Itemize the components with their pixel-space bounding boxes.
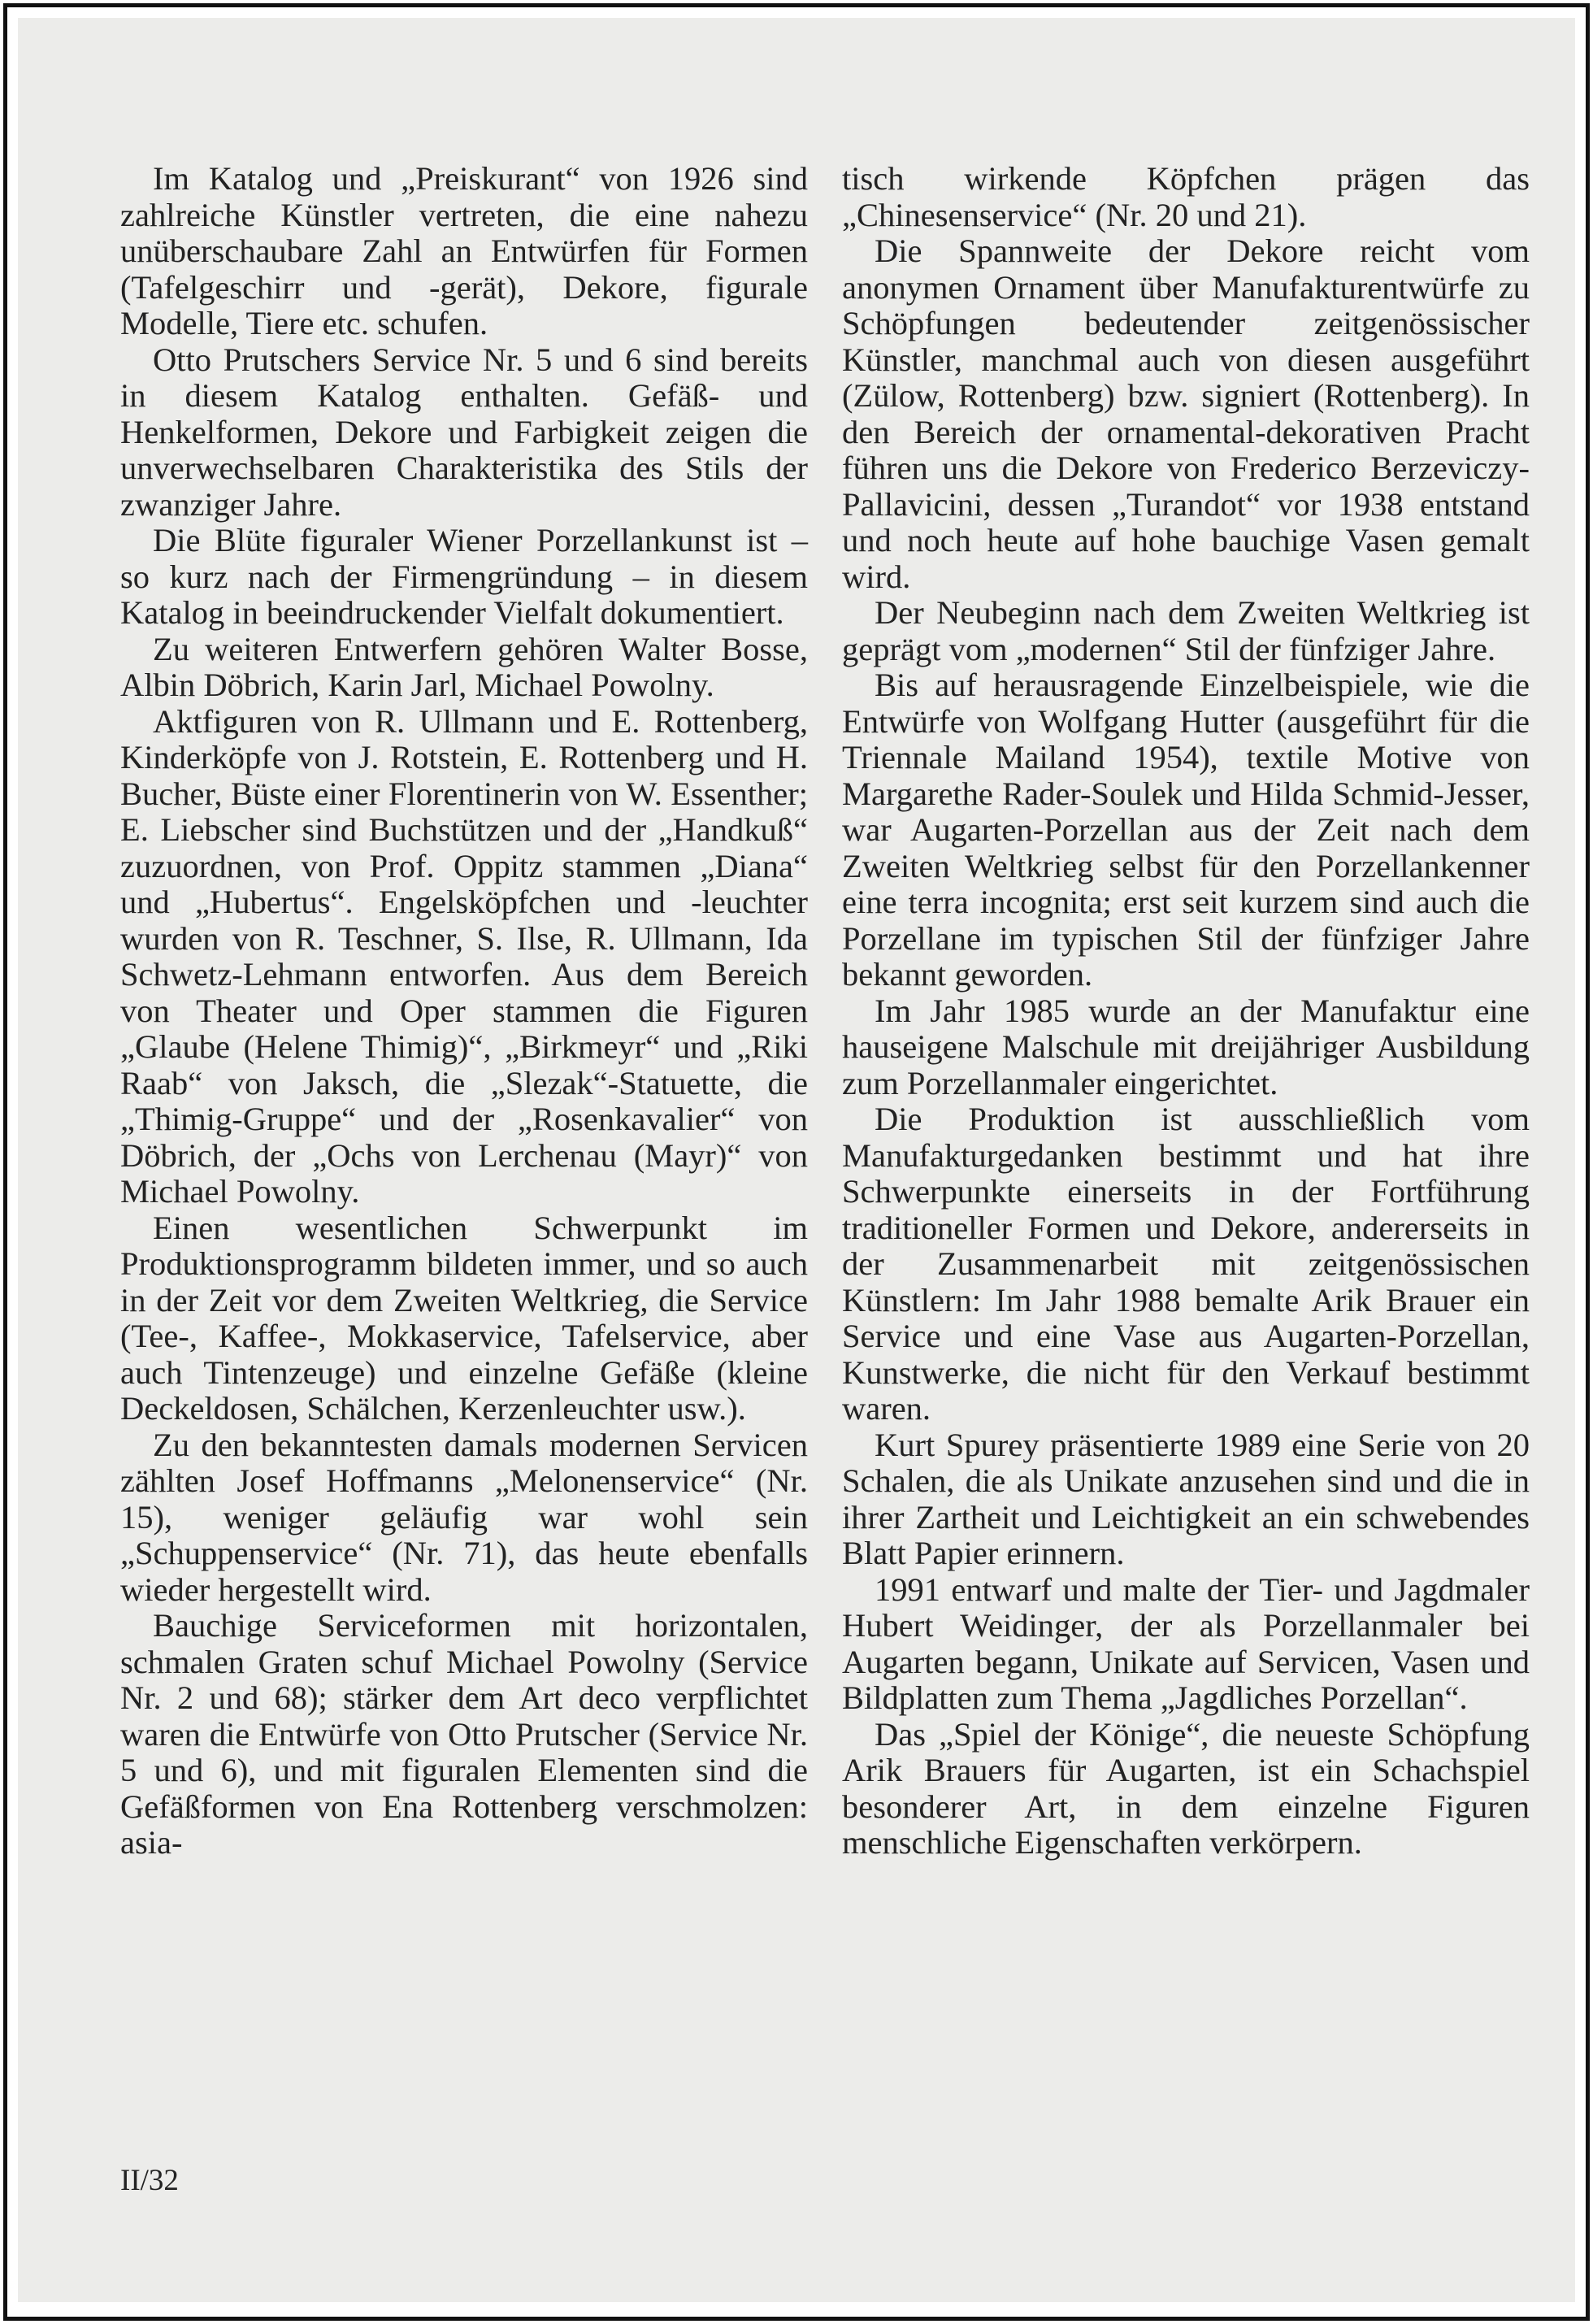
- paragraph: Die Produktion ist ausschließlich vom Manufakturgedanken bestimmt und hat ihre Schwerpunkte einerseits in der Fortführung traditioneller Formen und Dekore, andererseits in der Zusammenarbeit mit zeitgenössischen Künstlern: Im Jahr 1988 bemalte Arik Brauer ein Service und eine Vase aus Augarten-Porzellan, Kunstwerke, die nicht für den Verkauf bestimmt waren.: [842, 1101, 1530, 1427]
- paragraph: Die Spannweite der Dekore reicht vom anonymen Ornament über Manufakturentwürfe zu Schöpfungen bedeutender zeitgenössischer Künstler, manchmal auch von diesen ausgeführt (Zülow, Rottenberg) bzw. signiert (Rottenberg). In den Bereich der ornamental-dekorativen Pracht führen uns die Dekore von Frederico Berzeviczy-Pallavicini, dessen „Turandot“ vor 1938 entstand und noch heute auf hohe bauchige Vasen gemalt wird.: [842, 232, 1530, 595]
- paragraph: 1991 entwarf und malte der Tier- und Jagdmaler Hubert Weidinger, der als Porzellanmaler bei Augarten begann, Unikate auf Servicen, Vasen und Bildplatten zum Thema „Jagdliches Porzellan“.: [842, 1570, 1530, 1716]
- paragraph: tisch wirkende Köpfchen prägen das „Chinesenservice“ (Nr. 20 und 21).: [842, 160, 1530, 233]
- paragraph: Einen wesentlichen Schwerpunkt im Produktionsprogramm bildeten immer, und so auch in der Zeit vor dem Zweiten Weltkrieg, die Service (Tee-, Kaffee-, Mokkaservice, Tafelservice, aber auch Tintenzeuge) und einzelne Gefäße (kleine Deckeldosen, Schälchen, Kerzenleuchter usw.).: [120, 1209, 808, 1427]
- paragraph: Die Blüte figuraler Wiener Porzellankunst ist – so kurz nach der Firmengründung – in diesem Katalog in beeindruckender Vielfalt dokumentiert.: [120, 522, 808, 631]
- paragraph: Das „Spiel der Könige“, die neueste Schöpfung Arik Brauers für Augarten, ist ein Schachspiel besonderer Art, in dem einzelne Figuren menschliche Eigenschaften verkörpern.: [842, 1715, 1530, 1861]
- paragraph: Kurt Spurey präsentierte 1989 eine Serie von 20 Schalen, die als Unikate anzusehen sind und die in ihrer Zartheit und Leichtigkeit an ein schwebendes Blatt Papier erinnern.: [842, 1426, 1530, 1571]
- paragraph: Bis auf herausragende Einzelbeispiele, wie die Entwürfe von Wolfgang Hutter (ausgeführt für die Triennale Mailand 1954), textile Motive von Margarethe Rader-Soulek und Hilda Schmid-Jesser, war Augarten-Porzellan aus der Zeit nach dem Zweiten Weltkrieg selbst für den Porzellankenner eine terra incognita; erst seit kurzem sind auch die Porzellane im typischen Stil der fünfziger Jahre bekannt geworden.: [842, 667, 1530, 993]
- paragraph: Der Neubeginn nach dem Zweiten Weltkrieg ist geprägt vom „modernen“ Stil der fünfziger Jahre.: [842, 594, 1530, 667]
- paragraph: Im Jahr 1985 wurde an der Manufaktur eine hauseigene Malschule mit dreijähriger Ausbildung zum Porzellanmaler eingerichtet.: [842, 992, 1530, 1101]
- text-column-right: [842, 161, 1530, 1861]
- paragraph: Bauchige Serviceformen mit horizontalen, schmalen Graten schuf Michael Powolny (Service Nr. 2 und 68); stärker dem Art deco verpflichtet waren die Entwürfe von Otto Prutscher (Service Nr. 5 und 6), und mit figuralen Elementen sind die Gefäßformen von Ena Rottenberg verschmolzen: asia-: [120, 1607, 808, 1861]
- paragraph: Zu weiteren Entwerfern gehören Walter Bosse, Albin Döbrich, Karin Jarl, Michael Powolny.: [120, 630, 808, 703]
- paragraph: Im Katalog und „Preiskurant“ von 1926 sind zahlreiche Künstler vertreten, die eine nahezu unüberschaubare Zahl an Entwürfen für Formen (Tafelgeschirr und -gerät), Dekore, figurale Modelle, Tiere etc. schufen.: [120, 160, 808, 341]
- paragraph: Aktfiguren von R. Ullmann und E. Rottenberg, Kinderköpfe von J. Rotstein, E. Rottenberg und H. Bucher, Büste einer Florentinerin von W. Essenther; E. Liebscher sind Buchstützen und der „Handkuß“ zuzuordnen, von Prof. Oppitz stammen „Diana“ und „Hubertus“. Engelsköpfchen und -leuchter wurden von R. Teschner, S. Ilse, R. Ullmann, Ida Schwetz-Lehmann entworfen. Aus dem Bereich von Theater und Oper stammen die Figuren „Glaube (Helene Thimig)“, „Birkmeyr“ und „Riki Raab“ von Jaksch, die „Slezak“-Statuette, die „Thimig-Gruppe“ und der „Rosenkavalier“ von Döbrich, der „Ochs von Lerchenau (Mayr)“ von Michael Powolny.: [120, 702, 808, 1210]
- paragraph: Otto Prutschers Service Nr. 5 und 6 sind bereits in diesem Katalog enthalten. Gefäß- und Henkelformen, Dekore und Farbigkeit zeigen die unverwechselbaren Charakteristika des Stils der zwanziger Jahre.: [120, 341, 808, 523]
- text-column-left: [120, 161, 808, 1861]
- paragraph: Zu den bekanntesten damals modernen Servicen zählten Josef Hoffmanns „Melonenservice“ (Nr. 15), weniger geläufig war wohl sein „Schuppenservice“ (Nr. 71), das heute ebenfalls wieder hergestellt wird.: [120, 1426, 808, 1608]
- page-number: II/32: [120, 2164, 179, 2197]
